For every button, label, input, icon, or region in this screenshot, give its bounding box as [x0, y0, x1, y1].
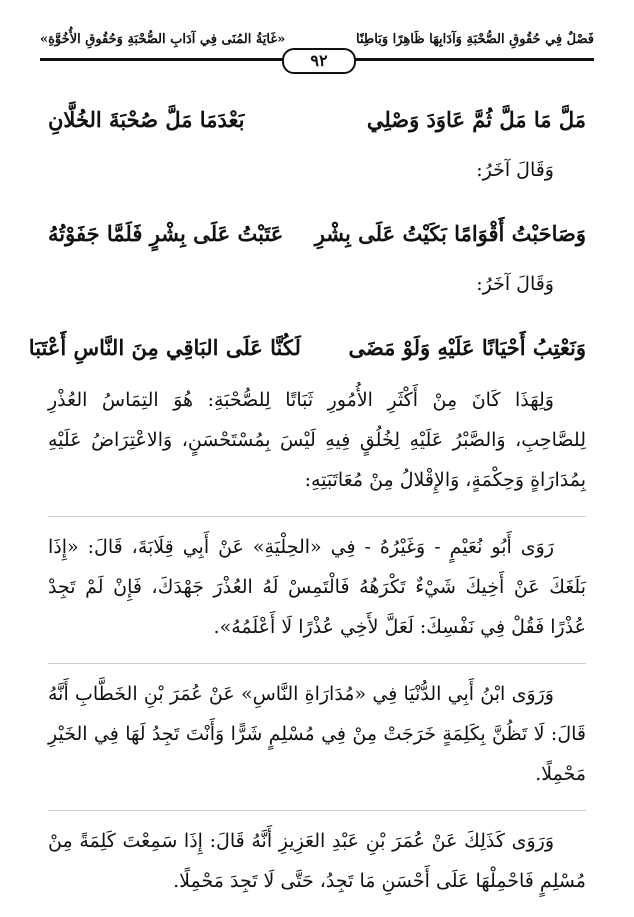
poem-verse-1: [48, 92, 586, 152]
body-paragraph: وَلِهَذَا كَانَ مِنْ أَكْثَرِ الأُمُورِ ثَبَاتًا لِلصُّحْبَةِ: هُوَ التِمَاسُ العُذْرِ لِلصَّاحِبِ، وَالصَّبْرُ عَلَيْهِ لِخُلُقٍ فِيهِ لَيْسَ بِمُسْتَحْسَنٍ، وَالاعْتِرَاضُ عَلَيْهِ بِمُدَارَاةٍ وَحِكْمَةٍ، وَالإِقْلالُ مِنْ مُعَاتَبَتِهِ:: [48, 389, 586, 491]
body-paragraph: وَرَوَى كَذَلِكَ عَنْ عُمَرَ بْنِ عَبْدِ العَزِيزِ أَنَّهُ قَالَ: إِذَا سَمِعْتَ كَلِمَةً مِنْ مُسْلِمٍ فَاحْمِلْهَا عَلَى أَحْسَنِ مَا تَجِدُ، حَتَّى لَا تَجِدَ مَحْمِلًا.: [48, 830, 586, 892]
header-chapter-title: فَصْلٌ فِي حُقُوقِ الصُّحْبَةِ وَآدَابِهَا ظَاهِرًا وَبَاطِنًا: [356, 32, 594, 47]
verse-hemistich: مَلَّ مَا مَلَّ ثُمَّ عَاوَدَ وَصْلِي: [366, 107, 586, 132]
verse-hemistich: بَعْدَمَا مَلَّ صُحْبَةَ الخُلَّانِ: [48, 107, 245, 132]
paragraph-divider: [48, 663, 586, 664]
page-number: ٩٢: [282, 48, 356, 74]
poem-verse-2: [48, 206, 586, 266]
header-book-title: «غَايَةُ المُنَى فِي آدَابِ الصُّحْبَةِ وَحُقُوقِ الأُخُوَّةِ»: [40, 32, 286, 47]
verse-intro: وَقَالَ آخَرُ:: [476, 273, 554, 295]
verse-hemistich: عَتَبْتُ عَلَى بِشْرٍ فَلَمَّا جَفَوْتُهُ: [48, 221, 284, 246]
verse-hemistich: وَصَاحَبْتُ أَقْوَامًا بَكَيْتُ عَلَى بِشْرِ: [314, 221, 586, 246]
paragraph-divider: [48, 516, 586, 517]
verse-intro: وَقَالَ آخَرُ:: [476, 159, 554, 181]
verse-hemistich: وَنَعْتِبُ أَحْيَانًا عَلَيْهِ وَلَوْ مَضَى: [348, 335, 586, 360]
poem-verse-3: [28, 320, 586, 380]
body-paragraph: وَرَوَى ابْنُ أَبِي الدُّنْيَا فِي «مُدَارَاةِ النَّاسِ» عَنْ عُمَرَ بْنِ الخَطَّابِ أَنَّهُ قَالَ: لَا تَظُنَّ بِكَلِمَةٍ خَرَجَتْ مِنْ فِي مُسْلِمٍ شَرًّا وَأَنْتَ تَجِدُ لَهَا فِي الخَيْرِ مَحْمِلًا.: [48, 683, 586, 785]
body-paragraph: رَوَى أَبُو نُعَيْمٍ - وَغَيْرُهُ - فِي «الحِلْيَةِ» عَنْ أَبِي قِلَابَةَ، قَالَ: «إِذَا بَلَغَكَ عَنْ أَخِيكَ شَيْءٌ تَكْرَهُهُ فَالْتَمِسْ لَهُ العُذْرَ جَهْدَكَ، فَإِنْ لَمْ تَجِدْ عُذْرًا فَقُلْ فِي نَفْسِكَ: لَعَلَّ لأَخِي عُذْرًا لَا أَعْلَمُهُ».: [48, 536, 586, 638]
verse-hemistich: لَكُنَّا عَلَى البَاقِي مِنَ النَّاسِ أَعْتَبَا: [28, 335, 301, 360]
paragraph-divider: [48, 810, 586, 811]
page-body: [28, 92, 586, 917]
